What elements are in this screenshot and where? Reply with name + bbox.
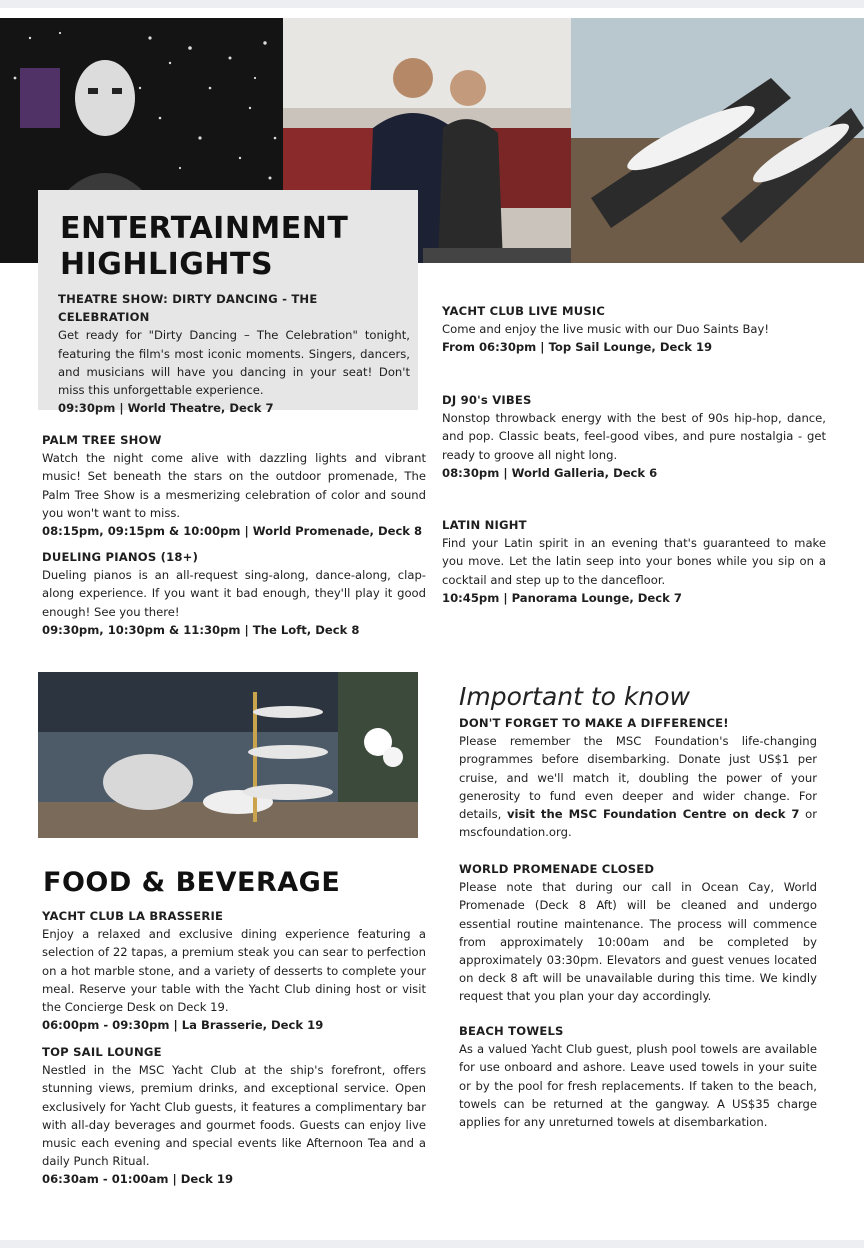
section-title: DON'T FORGET TO MAKE A DIFFERENCE! [459,716,729,730]
section-title: TOP SAIL LOUNGE [42,1045,162,1059]
section-body: Please note that during our call in Ocean Cay, World Promenade (Deck 8 Aft) will be cleaned and undergo essential routine maintenance. The process will commence from approximately 10:00am and be completed by approximately 03:30pm. Elevators and guest venues located on deck 8 aft will be unavailable during this time. We kindly request that you plan your day accordingly. [459,880,817,1004]
brochure-page [0,8,864,1240]
section-body: Find your Latin spirit in an evening that's guaranteed to make you move. Let the latin seep into your bones while you sip on a cocktail and step up to the dancefloor. [442,536,826,587]
section-meta: 06:00pm - 09:30pm | La Brasserie, Deck 19 [42,1018,324,1033]
section-title: THEATRE SHOW: DIRTY DANCING - THE CELEBRATION [58,292,318,325]
section-body: Nonstop throwback energy with the best of 90s hip-hop, dance, and pop. Classic beats, feel-good vibes, and pure nostalgia - get ready to groove all night long. [442,411,826,462]
section-meta: 08:30pm | World Galleria, Deck 6 [442,465,658,480]
body-text-end: or mscfoundation.org. [459,807,818,840]
afternoon-tea-photo [38,672,418,838]
section-body: Watch the night come alive with dazzling lights and vibrant music! Set beneath the stars on the outdoor promenade, The Palm Tree Show is a mesmerizing celebration of color and sound you won't want to miss. [42,451,426,520]
latin-night-section [442,516,826,607]
la-brasserie-section [42,907,426,1034]
section-meta: 09:30pm | World Theatre, Deck 7 [58,401,274,416]
important-heading: Important to know [459,682,690,711]
entertainment-heading-line2: HIGHLIGHTS [60,247,274,282]
palm-tree-show-section [42,431,426,540]
dueling-pianos-section [42,548,426,639]
section-body: Nestled in the MSC Yacht Club at the ship's forefront, offers stunning views, premium drinks, and exceptional service. Open exclusively for Yacht Club guests, it features a complimentary bar with all-day beverages and gourmet foods. Guests can enjoy live music each evening and special events like Afternoon Tea and a daily Punch Ritual. [42,1063,426,1169]
section-body: Dueling pianos is an all-request sing-along, dance-along, clap-along experience. If you want it bad enough, they'll play it good enough! See you there! [42,568,426,619]
section-meta: From 06:30pm | Top Sail Lounge, Deck 19 [442,340,713,355]
section-title: DUELING PIANOS (18+) [42,550,199,564]
make-a-difference-section [459,714,817,841]
world-promenade-closed-section [459,860,817,1006]
food-beverage-heading: FOOD & BEVERAGE [43,867,341,898]
theatre-show-section [58,290,410,417]
section-title: BEACH TOWELS [459,1024,564,1038]
section-title: YACHT CLUB LA BRASSERIE [42,909,224,923]
section-meta: 06:30am - 01:00am | Deck 19 [42,1172,234,1187]
section-title: PALM TREE SHOW [42,433,162,447]
yacht-club-live-music-section [442,302,826,357]
section-meta: 08:15pm, 09:15pm & 10:00pm | World Promenade, Deck 8 [42,524,423,539]
section-title: DJ 90's VIBES [442,393,532,407]
section-meta: 09:30pm, 10:30pm & 11:30pm | The Loft, Deck 8 [42,622,360,637]
section-body [459,732,817,841]
section-body: Enjoy a relaxed and exclusive dining experience featuring a selection of 22 tapas, a premium steak you can sear to perfection on a hot marble stone, and a variety of desserts to complete your meal. Reserve your table with the Yacht Club dining host or visit the Concierge Desk on Deck 19. [42,927,426,1015]
section-title: LATIN NIGHT [442,518,527,532]
section-body: Come and enjoy the live music with our Duo Saints Bay! [442,322,770,337]
section-title: YACHT CLUB LIVE MUSIC [442,304,606,318]
section-body: As a valued Yacht Club guest, plush pool towels are available for use onboard and ashore. Leave used towels in your suite or by the pool for fresh replacements. If taken to the beach, towels can be returned at the gangway. A US$35 charge applies for any unreturned towels at disembarkation. [459,1042,817,1130]
msc-foundation-centre-link[interactable]: visit the MSC Foundation Centre on deck 7 [506,807,800,822]
section-meta: 10:45pm | Panorama Lounge, Deck 7 [442,590,682,605]
section-body: Get ready for "Dirty Dancing – The Celebration" tonight, featuring the film's most iconic moments. Singers, dancers, and musicians will have you dancing in your seat! Don't miss this unforgettable experience. [58,328,410,398]
entertainment-heading-line1: ENTERTAINMENT [60,211,349,246]
sun-lounger-photo [571,18,864,263]
beach-towels-section [459,1022,817,1131]
top-sail-lounge-section [42,1043,426,1189]
body-text: Please remember the MSC Foundation's life-changing programmes before disembarking. Donate just US$1 per cruise, and we'll match it, doubling the power of your generosity to fund even deeper and wider change. For details, [459,734,817,822]
dj-90s-vibes-section [442,391,826,482]
entertainment-heading [60,211,348,283]
section-title: WORLD PROMENADE CLOSED [459,862,655,876]
